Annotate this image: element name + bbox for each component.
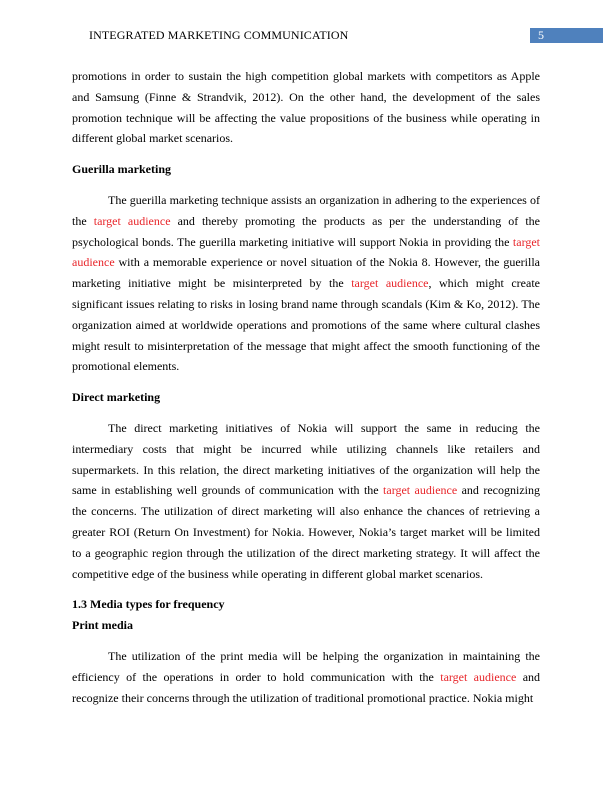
running-header: INTEGRATED MARKETING COMMUNICATION — [89, 28, 349, 42]
paragraph-guerilla: The guerilla marketing technique assists an organization in adhering to the experiences of the target audience and thereby promoting the products as per the understanding of the psychological bonds. The guerilla marketing initiative will support Nokia in providing the target audience with a memorable experience or novel situation of the Nokia 8. However, the guerilla marketing initiative might be misinterpreted by the target audience, which might create significant issues relating to risks in losing brand name through scandals (Kim & Ko, 2012). The organization aimed at worldwide operations and promotions of the same where cultural clashes might result to misinterpretation of the message that might affect the smooth functioning of the promotional elements. — [72, 192, 541, 374]
highlight-target-audience: target audience — [93, 213, 171, 228]
heading-guerilla-marketing: Guerilla marketing — [72, 162, 171, 177]
subheading-print-media: Print media — [72, 618, 133, 633]
paragraph-direct: The direct marketing initiatives of Nokia will support the same in reducing the intermediary costs that might be incurred while utilizing channels like retailers and supermarkets. In this relation, the direct marketing initiatives of the organization will help the same in establishing well grounds of communication with the target audience and recognizing the concerns. The utilization of direct marketing will also enhance the chances of retrieving a greater ROI (Return On Investment) for Nokia. However, Nokia’s target market will be limited to a geographic region through the utilization of the direct marketing strategy. It will affect the competitive edge of the business while operating in different global market scenarios. — [72, 420, 540, 581]
heading-direct-marketing: Direct marketing — [72, 390, 161, 405]
document-body — [72, 66, 540, 708]
highlight-target-audience: target audience — [72, 234, 541, 270]
paragraph-print-media: The utilization of the print media will be helping the organization in maintaining the efficiency of the operations in order to hold communication with the target audience and recognize their concerns through the utilization of traditional promotional practice. Nokia might — [72, 648, 541, 705]
highlight-target-audience: target audience — [440, 669, 517, 684]
paragraph-intro: promotions in order to sustain the high competition global markets with competitors as Apple and Samsung (Finne & Strandvik, 2012). On the other hand, the development of the sales promotion technique will be affecting the value propositions of the business while operating in different global market scenarios. — [72, 69, 540, 146]
heading-media-types: 1.3 Media types for frequency — [72, 597, 225, 612]
highlight-target-audience: target audience — [351, 276, 429, 291]
highlight-target-audience: target audience — [383, 483, 458, 498]
page-number: 5 — [530, 28, 603, 43]
